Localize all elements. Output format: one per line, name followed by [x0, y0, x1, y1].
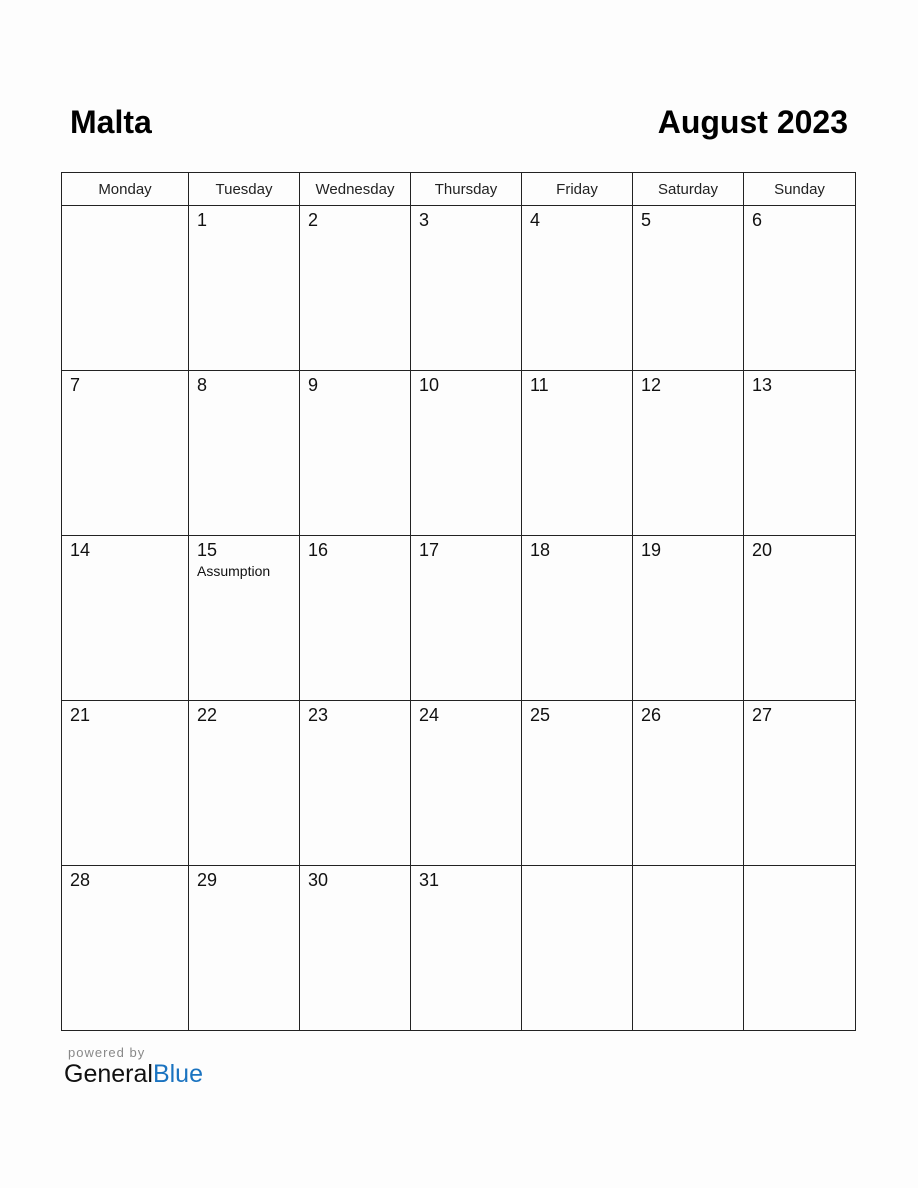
day-cell	[189, 866, 300, 1031]
week-row	[62, 866, 856, 1031]
day-number: 1	[197, 210, 208, 230]
day-cell	[189, 701, 300, 866]
day-number: 6	[752, 210, 763, 230]
day-number: 19	[641, 540, 662, 560]
day-cell	[411, 536, 522, 701]
day-cell	[522, 371, 633, 536]
country-title: Malta	[70, 104, 152, 140]
day-number: 14	[70, 540, 91, 560]
day-cell	[633, 701, 744, 866]
day-cell	[300, 866, 411, 1031]
day-cell	[744, 371, 856, 536]
month-title: August 2023	[657, 104, 848, 140]
logo-blue: Blue	[152, 1060, 203, 1088]
day-number: 29	[197, 870, 218, 890]
day-cell	[522, 206, 633, 371]
day-number: 8	[197, 375, 208, 395]
day-number: 26	[641, 705, 662, 725]
week-row	[62, 206, 856, 371]
weekday-friday: Friday	[522, 173, 633, 206]
day-cell	[744, 866, 856, 1031]
day-cell	[411, 866, 522, 1031]
day-cell	[411, 701, 522, 866]
day-number: 30	[308, 870, 329, 890]
day-number: 5	[641, 210, 652, 230]
day-cell	[744, 206, 856, 371]
day-number: 15	[197, 540, 218, 560]
day-number: 12	[641, 375, 662, 395]
day-number: 24	[419, 705, 440, 725]
day-number: 4	[530, 210, 541, 230]
day-number: 17	[419, 540, 440, 560]
day-number: 20	[752, 540, 773, 560]
weekday-wednesday: Wednesday	[300, 173, 411, 206]
day-cell	[633, 866, 744, 1031]
day-cell	[62, 866, 189, 1031]
powered-by-text: powered by	[68, 1045, 146, 1060]
week-row	[62, 536, 856, 701]
day-cell	[62, 206, 189, 371]
day-cell	[300, 701, 411, 866]
day-cell	[522, 701, 633, 866]
day-number: 23	[308, 705, 329, 725]
day-cell	[300, 371, 411, 536]
day-number: 22	[197, 705, 218, 725]
calendar-grid	[61, 172, 856, 1031]
weekday-header-row	[62, 173, 856, 206]
day-cell	[522, 536, 633, 701]
day-number: 10	[419, 375, 440, 395]
day-cell	[300, 206, 411, 371]
day-number: 28	[70, 870, 91, 890]
day-number: 27	[752, 705, 773, 725]
day-cell	[300, 536, 411, 701]
weekday-monday: Monday	[62, 173, 189, 206]
day-number: 21	[70, 705, 91, 725]
day-cell	[411, 206, 522, 371]
day-cell	[633, 536, 744, 701]
day-cell	[189, 536, 300, 701]
day-cell	[62, 701, 189, 866]
weekday-tuesday: Tuesday	[189, 173, 300, 206]
generalblue-logo	[64, 1060, 203, 1089]
weekday-sunday: Sunday	[744, 173, 856, 206]
day-number: 3	[419, 210, 430, 230]
day-number: 13	[752, 375, 773, 395]
day-cell	[189, 371, 300, 536]
logo-general: General	[64, 1060, 153, 1088]
day-number: 11	[530, 375, 549, 395]
day-number: 2	[308, 210, 319, 230]
day-number: 31	[419, 870, 440, 890]
footer	[64, 1045, 203, 1089]
day-cell	[62, 371, 189, 536]
day-cell	[633, 206, 744, 371]
day-number: 16	[308, 540, 329, 560]
day-cell	[62, 536, 189, 701]
day-cell	[744, 701, 856, 866]
week-row	[62, 371, 856, 536]
day-cell	[189, 206, 300, 371]
weekday-saturday: Saturday	[633, 173, 744, 206]
day-number: 9	[308, 375, 319, 395]
holiday-label: Assumption	[197, 563, 271, 579]
week-row	[62, 701, 856, 866]
day-number: 18	[530, 540, 551, 560]
day-cell	[744, 536, 856, 701]
weekday-thursday: Thursday	[411, 173, 522, 206]
day-cell	[522, 866, 633, 1031]
day-number: 7	[70, 375, 81, 395]
day-number: 25	[530, 705, 551, 725]
day-cell	[633, 371, 744, 536]
day-cell	[411, 371, 522, 536]
